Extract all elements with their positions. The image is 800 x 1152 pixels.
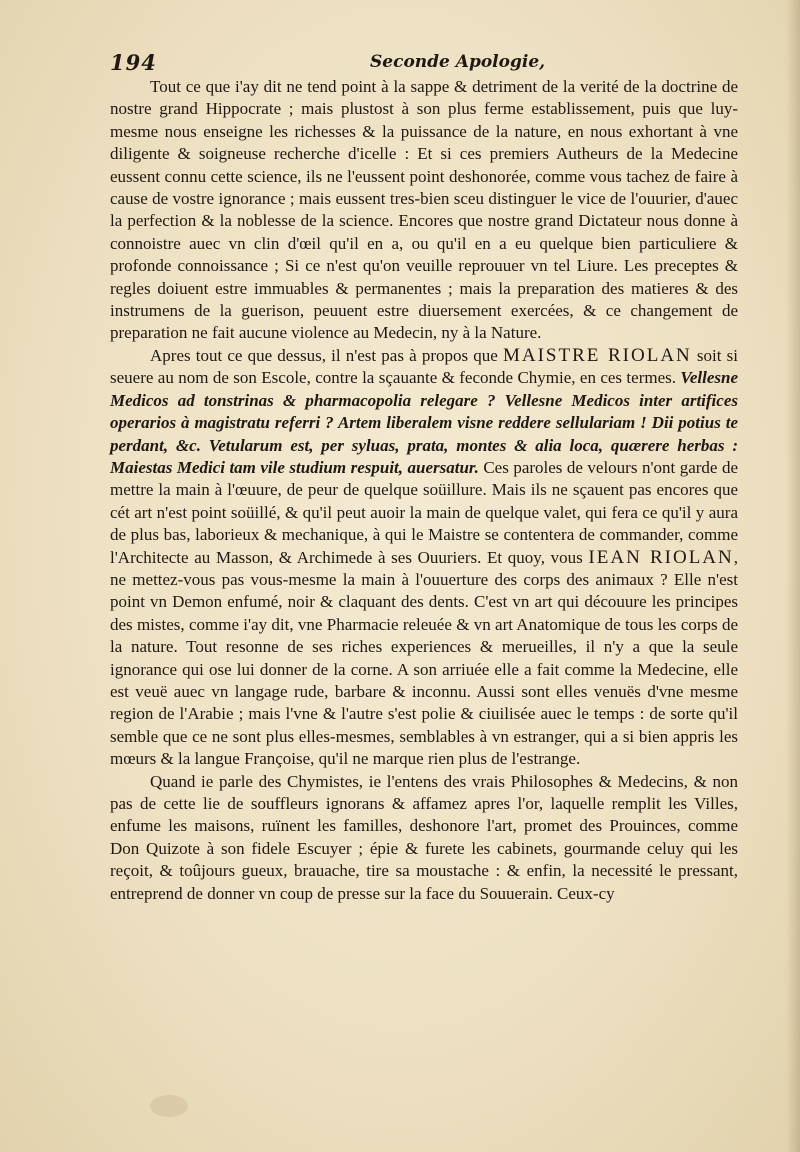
latin-quotation: Vellesne Medicos ad tonstrinas & pharmacopolia relegare ? Vellesne Medicos inter artifices operarios à magistratu referri ? Artem liberalem visne reddere sellulariam ! Dii potius te perdant, &c. Vetularum est, per syluas, prata, montes & alia loca, quærere herbas : Maiestas Medici tam vile studium respuit, auersatur.: [110, 368, 738, 477]
text-segment: , ne mettez-vous pas vous-mesme la main à l'ouuerture des corps des animaux ? Elle n'est point vn Demon enfumé, noir & claquant des dents. C'est vn art qui découure les principes des mistes, comme i'ay dit, vne Pharmacie releuée & vn art Anatomique de tous les corps de la nature. Tout resonne de ses riches experiences & merueilles, il n'y a que la seule ignorance qui ose lui donner de la corne. A son arriuée elle a fait comme la Medecine, elle est veuë auec vn langage rude, barbare & inconnu. Aussi sont elles venuës d'vne mesme region de l'Arabie ; mais l'vne & l'autre s'est polie & ciuilisée auec le temps : de sorte qu'il semble que ce ne sont plus elles-mesmes, semblables à vn estranger, qui a si bien appris les mœurs & la langue Françoise, qu'il ne marque rien plus de l'estrange.: [110, 547, 738, 769]
paragraph: [110, 771, 738, 905]
author-name: MAISTRE RIOLAN: [502, 344, 692, 366]
ink-stain: [150, 1095, 188, 1117]
author-name: IEAN RIOLAN: [588, 546, 734, 568]
paragraph: [110, 76, 738, 345]
text-segment: soit si seuere au nom de son Escole, contre la sçauante & feconde Chymie, en ces termes.: [110, 345, 738, 388]
text-segment: Tout ce que i'ay dit ne tend point à la sappe & detriment de la verité de la doctrine de nostre grand Hippocrate ; mais plustost à son plus ferme establissement, puis que luy-mesme nous enseigne les richesses & la puissance de la nature, en nous exhortant à vne diligente & soigneuse recherche d'icelle : Et si ces premiers Autheurs de la Medecine eussent connu cette science, ils ne l'eussent point deshonorée, comme vous tachez de faire à cause de vostre ignorance ; mais eussent tres-bien sceu distinguer le vice de l'ouurier, d'auec la perfection & la noblesse de la science. Encores que nostre grand Dictateur nous donne à connoistre auec vn clin d'œil qu'il en a, ou qu'il en a eu quelque bien particuliere & profonde connoissance ; Si ce n'est qu'on veuille reprouuer vn tel Liure. Les preceptes & regles doiuent estre immuables & permanentes ; mais la preparation des matieres & des instrumens de la guerison, peuuent estre diuersement exercées, & ce changement de preparation ne fait aucune violence au Medecin, ny à la Nature.: [110, 77, 738, 343]
text-segment: Apres tout ce que dessus, il n'est pas à propos que: [150, 345, 503, 365]
page-edge-shadow: [786, 0, 800, 1152]
body-text: [110, 76, 738, 905]
text-segment: Ces paroles de velours n'ont garde de mettre la main à l'œuure, de peur de quelque soüillure. Mais ils ne sçauent pas encores que cét art n'est point soüillé, & qu'il peut auoir la main de quelque valet, qui fera ce qu'il y aura de plus bas, laborieux & mechanique, à qui le Maistre se contentera de commander, comme l'Architecte au Masson, & Archimede à ses Ouuriers. Et quoy, vous: [110, 457, 738, 567]
page-header: [110, 50, 710, 78]
paragraph: [110, 345, 738, 771]
text-segment: Quand ie parle des Chymistes, ie l'entens des vrais Philosophes & Medecins, & non pas de cette lie de souffleurs ignorans & affamez apres l'or, laquelle remplit les Villes, enfume les maisons, ruïnent les familles, deshonore l'art, promet des Prouinces, comme Don Quizote à son fidele Escuyer ; épie & furete les cabinets, gourmande celuy qui les reçoit, & toûjours gueux, brauache, tire sa moustache : & enfin, la necessité le pressant, entreprend de donner vn coup de presse sur la face du Souuerain. Ceux-cy: [110, 771, 738, 903]
running-title: Seconde Apologie,: [370, 52, 546, 72]
page-number: 194: [110, 50, 157, 75]
